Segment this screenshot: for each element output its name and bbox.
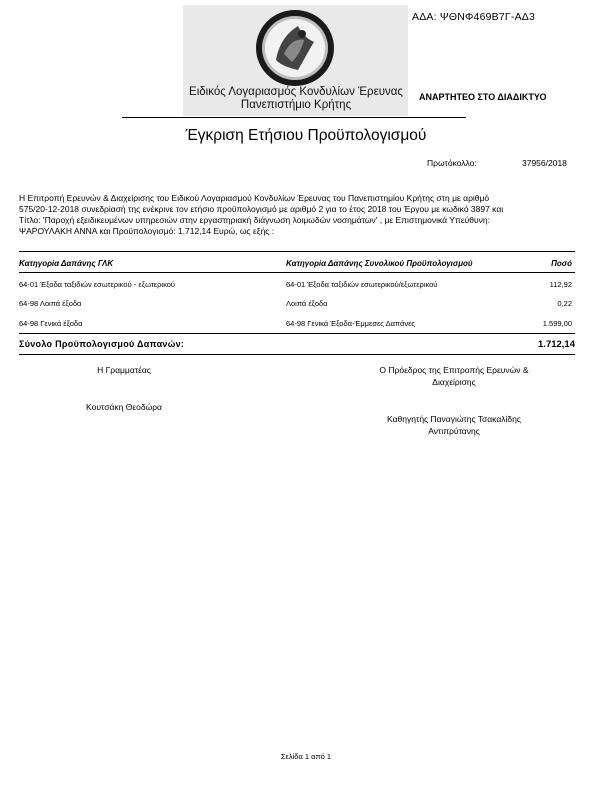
logo-caption-line-2: Πανεπιστήμιο Κρήτης	[240, 99, 352, 111]
ada-code: ΑΔΑ: ΨΘΝΦ469Β7Γ-ΑΔ3	[412, 11, 536, 23]
table-top-rule	[19, 251, 575, 252]
logo-caption-line-1: Ειδικός Λογαριασμός Κονδυλίων Έρευνας	[189, 86, 403, 98]
table-cell-glk: 64-01 Έξοδα ταξιδιών εσωτερικού - εξωτερικού	[19, 280, 175, 289]
president-title-line: Αντιπρύτανης	[428, 426, 480, 436]
table-bottom-rule	[19, 354, 575, 355]
table-cell-amount: 1.599,00	[542, 319, 572, 328]
decision-paragraph	[19, 193, 575, 237]
protocol-number: 37956/2018	[522, 158, 567, 168]
table-cell-amount: 0,22	[557, 299, 572, 308]
table-cell-glk: 64-98 Γενικά έξοδα	[19, 319, 83, 328]
paragraph-line: Η Επιτροπή Ερευνών & Διαχείρισης του Ειδικού Λογαριασμού Κονδυλίων Έρευνας του Πανεπιστημίου Κρήτης στη με αριθμό	[19, 193, 490, 203]
table-cell-amount: 112,92	[549, 280, 572, 289]
paragraph-line: Τίτλο: 'Παροχή εξειδικευμένων υπηρεσιών στην εργαστηριακή διάγνωση λοιμωδών νοσημάτων' , με Επιστημονικά Υπεύθυνη:	[19, 215, 490, 225]
table-cell-category: 64-01 Έξοδα ταξιδιών εσωτερικού/εξωτερικού	[286, 280, 438, 289]
table-cell-category: 64-98 Γενικά Έξοδα-Έμμεσες Δαπάνες	[286, 319, 416, 328]
paragraph-line: ΨΑΡΟΥΛΑΚΗ ΑΝΝΑ και Προϋπολογισμό: 1.712,14 Ευρώ, ως εξής :	[19, 226, 275, 236]
budget-total-label: Σύνολο Προϋπολογισμού Δαπανών:	[19, 339, 185, 349]
header-divider	[122, 117, 466, 118]
secretary-name: Κουτσάκη Θεοδώρα	[86, 402, 162, 412]
table-cell-glk: 64-98 Λοιπά έξοδα	[19, 299, 82, 308]
column-header-category: Κατηγορία Δαπάνης Συνολικού Προϋπολογισμού	[286, 259, 473, 268]
table-header-rule	[19, 272, 575, 273]
president-role-line: Ο Πρόεδρος της Επιτροπής Ερευνών &	[379, 365, 529, 375]
document-title: Έγκριση Ετήσιου Προϋπολογισμού	[185, 127, 427, 144]
budget-total-value: 1.712,14	[538, 339, 575, 350]
president-name-line: Καθηγητής Παναγιώτης Τσακαλίδης	[387, 414, 521, 424]
column-header-amount: Ποσό	[551, 259, 572, 268]
president-role	[352, 364, 556, 388]
university-seal-icon	[254, 8, 336, 88]
secretary-role: Η Γραμματέας	[97, 365, 151, 375]
table-cell-category: Λοιπά έξοδα	[286, 299, 328, 308]
page-number: Σελίδα 1 από 1	[280, 752, 332, 761]
president-name	[352, 413, 556, 437]
post-online-notice: ΑΝΑΡΤΗΤΕΟ ΣΤΟ ΔΙΑΔΙΚΤΥΟ	[419, 92, 547, 102]
protocol-label: Πρωτόκολλο:	[427, 158, 477, 168]
table-total-rule	[19, 333, 575, 334]
president-role-line: Διαχείρισης	[432, 377, 476, 387]
column-header-glk: Κατηγορία Δαπάνης ΓΛΚ	[19, 259, 114, 268]
paragraph-line: 575/20-12-2018 συνεδρίασή της ενέκρινε τον ετήσιο προϋπολογισμό με αριθμό 2 για το έτος 2018 του Έργου με κωδικό 3897 και	[19, 204, 504, 214]
